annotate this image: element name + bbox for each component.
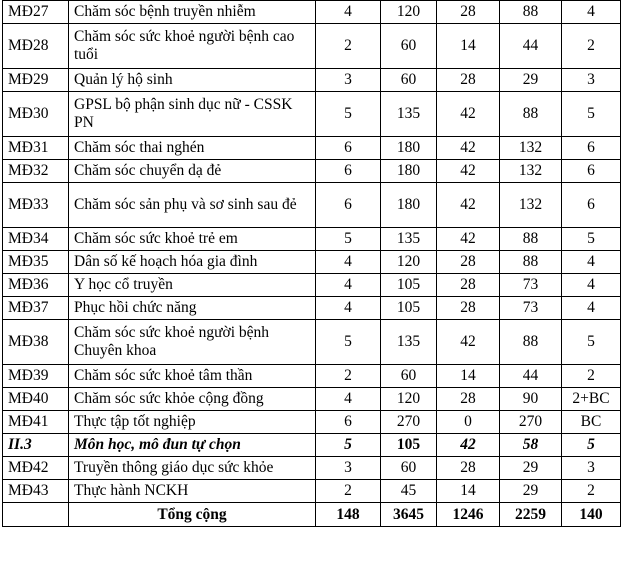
- theory-hours: 28: [437, 251, 500, 274]
- practice-hours: 88: [500, 228, 562, 251]
- total-hours: 180: [381, 137, 437, 160]
- module-code: MĐ43: [3, 480, 69, 503]
- practice-hours: 44: [500, 365, 562, 388]
- credits: 4: [316, 251, 381, 274]
- total-hours: 180: [381, 160, 437, 183]
- module-name: Chăm sóc sức khỏe cộng đồng: [69, 388, 316, 411]
- theory-hours: 0: [437, 411, 500, 434]
- credits: 2: [316, 24, 381, 69]
- exam: 5: [562, 320, 621, 365]
- module-code: MĐ33: [3, 183, 69, 228]
- credits: 4: [316, 274, 381, 297]
- module-name: Chăm sóc sức khoẻ người bệnh Chuyên khoa: [69, 320, 316, 365]
- total-hours: 105: [381, 297, 437, 320]
- total-hours: 120: [381, 251, 437, 274]
- theory-hours: 28: [437, 69, 500, 92]
- module-name: Chăm sóc sức khoẻ tâm thần: [69, 365, 316, 388]
- credits: 4: [316, 388, 381, 411]
- table-row: [3, 1, 621, 24]
- theory-hours: 14: [437, 24, 500, 69]
- module-code: MĐ29: [3, 69, 69, 92]
- table-row: [3, 274, 621, 297]
- section-theory-hours: 42: [437, 434, 500, 457]
- exam: 2: [562, 365, 621, 388]
- theory-hours: 42: [437, 160, 500, 183]
- theory-hours: 14: [437, 365, 500, 388]
- exam: 4: [562, 274, 621, 297]
- module-code: MĐ32: [3, 160, 69, 183]
- section-practice-hours: 58: [500, 434, 562, 457]
- practice-hours: 29: [500, 480, 562, 503]
- total-row: [3, 503, 621, 527]
- total-hours: 105: [381, 274, 437, 297]
- module-name: Phục hồi chức năng: [69, 297, 316, 320]
- table-row: [3, 183, 621, 228]
- module-code: MĐ31: [3, 137, 69, 160]
- total-hours: 3645: [381, 503, 437, 527]
- exam: 6: [562, 183, 621, 228]
- practice-hours: 270: [500, 411, 562, 434]
- exam: 2: [562, 480, 621, 503]
- module-code: MĐ36: [3, 274, 69, 297]
- exam: 3: [562, 457, 621, 480]
- table-row: [3, 92, 621, 137]
- section-total-hours: 105: [381, 434, 437, 457]
- total-hours: 135: [381, 92, 437, 137]
- practice-hours: 73: [500, 297, 562, 320]
- module-name: Chăm sóc sức khoẻ người bệnh cao tuổi: [69, 24, 316, 69]
- table-row: [3, 388, 621, 411]
- module-code: MĐ39: [3, 365, 69, 388]
- module-name: Dân số kế hoạch hóa gia đình: [69, 251, 316, 274]
- practice-hours: 88: [500, 320, 562, 365]
- credits: 5: [316, 320, 381, 365]
- credits: 2: [316, 365, 381, 388]
- table-row: [3, 411, 621, 434]
- exam: 2: [562, 24, 621, 69]
- total-hours: 135: [381, 228, 437, 251]
- credits: 4: [316, 297, 381, 320]
- module-code: MĐ42: [3, 457, 69, 480]
- practice-hours: 88: [500, 92, 562, 137]
- credits: 2: [316, 480, 381, 503]
- theory-hours: 28: [437, 297, 500, 320]
- exam: 2+BC: [562, 388, 621, 411]
- module-name: Chăm sóc sản phụ và sơ sinh sau đẻ: [69, 183, 316, 228]
- total-hours: 120: [381, 388, 437, 411]
- total-hours: 60: [381, 365, 437, 388]
- table-row: [3, 320, 621, 365]
- section-credits: 5: [316, 434, 381, 457]
- section-body: [3, 434, 621, 457]
- total-theory-hours: 1246: [437, 503, 500, 527]
- total-body: [3, 503, 621, 527]
- theory-hours: 42: [437, 183, 500, 228]
- module-code: MĐ41: [3, 411, 69, 434]
- theory-hours: 42: [437, 228, 500, 251]
- module-name: Y học cổ truyền: [69, 274, 316, 297]
- module-code: MĐ40: [3, 388, 69, 411]
- exam: 6: [562, 137, 621, 160]
- module-name: Thực tập tốt nghiệp: [69, 411, 316, 434]
- module-name: Chăm sóc thai nghén: [69, 137, 316, 160]
- credits: 3: [316, 457, 381, 480]
- exam: BC: [562, 411, 621, 434]
- module-code: MĐ35: [3, 251, 69, 274]
- exam: 6: [562, 160, 621, 183]
- theory-hours: 28: [437, 388, 500, 411]
- table-row: [3, 457, 621, 480]
- module-code: MĐ30: [3, 92, 69, 137]
- practice-hours: 132: [500, 160, 562, 183]
- table-row: [3, 480, 621, 503]
- table-row: [3, 69, 621, 92]
- practice-hours: 29: [500, 69, 562, 92]
- theory-hours: 28: [437, 274, 500, 297]
- total-hours: 180: [381, 183, 437, 228]
- table-row: [3, 228, 621, 251]
- table-body: [3, 1, 621, 434]
- credits: 5: [316, 92, 381, 137]
- curriculum-table: [2, 0, 621, 527]
- module-code: MĐ34: [3, 228, 69, 251]
- total-hours: 120: [381, 1, 437, 24]
- practice-hours: 88: [500, 251, 562, 274]
- total-credits: 148: [316, 503, 381, 527]
- table-row: [3, 297, 621, 320]
- exam: 4: [562, 297, 621, 320]
- total-practice-hours: 2259: [500, 503, 562, 527]
- theory-hours: 28: [437, 457, 500, 480]
- total-exam: 140: [562, 503, 621, 527]
- total-hours: 270: [381, 411, 437, 434]
- exam: 4: [562, 251, 621, 274]
- theory-hours: 42: [437, 92, 500, 137]
- theory-hours: 42: [437, 320, 500, 365]
- exam: 5: [562, 92, 621, 137]
- theory-hours: 14: [437, 480, 500, 503]
- table-row: [3, 251, 621, 274]
- module-code: MĐ28: [3, 24, 69, 69]
- credits: 6: [316, 137, 381, 160]
- module-name: Chăm sóc chuyển dạ đẻ: [69, 160, 316, 183]
- table-body-elective: [3, 457, 621, 503]
- module-name: Chăm sóc sức khoẻ trẻ em: [69, 228, 316, 251]
- practice-hours: 90: [500, 388, 562, 411]
- module-name: Truyền thông giáo dục sức khỏe: [69, 457, 316, 480]
- theory-hours: 28: [437, 1, 500, 24]
- table-row: [3, 137, 621, 160]
- total-hours: 135: [381, 320, 437, 365]
- practice-hours: 132: [500, 137, 562, 160]
- credits: 6: [316, 411, 381, 434]
- module-name: Chăm sóc bệnh truyền nhiễm: [69, 1, 316, 24]
- section-exam: 5: [562, 434, 621, 457]
- total-hours: 60: [381, 69, 437, 92]
- total-hours: 45: [381, 480, 437, 503]
- module-name: GPSL bộ phận sinh dục nữ - CSSK PN: [69, 92, 316, 137]
- practice-hours: 73: [500, 274, 562, 297]
- exam: 5: [562, 228, 621, 251]
- exam: 4: [562, 1, 621, 24]
- module-name: Quản lý hộ sinh: [69, 69, 316, 92]
- theory-hours: 42: [437, 137, 500, 160]
- section-row: [3, 434, 621, 457]
- section-code: II.3: [3, 434, 69, 457]
- practice-hours: 88: [500, 1, 562, 24]
- exam: 3: [562, 69, 621, 92]
- credits: 5: [316, 228, 381, 251]
- table-row: [3, 365, 621, 388]
- credits: 3: [316, 69, 381, 92]
- table-row: [3, 24, 621, 69]
- total-hours: 60: [381, 457, 437, 480]
- section-name: Môn học, mô đun tự chọn: [69, 434, 316, 457]
- module-code: MĐ37: [3, 297, 69, 320]
- total-code: [3, 503, 69, 527]
- module-code: MĐ38: [3, 320, 69, 365]
- practice-hours: 44: [500, 24, 562, 69]
- credits: 6: [316, 183, 381, 228]
- credits: 6: [316, 160, 381, 183]
- module-name: Thực hành NCKH: [69, 480, 316, 503]
- practice-hours: 29: [500, 457, 562, 480]
- total-hours: 60: [381, 24, 437, 69]
- table-row: [3, 160, 621, 183]
- total-label: Tổng cộng: [69, 503, 316, 527]
- module-code: MĐ27: [3, 1, 69, 24]
- practice-hours: 132: [500, 183, 562, 228]
- credits: 4: [316, 1, 381, 24]
